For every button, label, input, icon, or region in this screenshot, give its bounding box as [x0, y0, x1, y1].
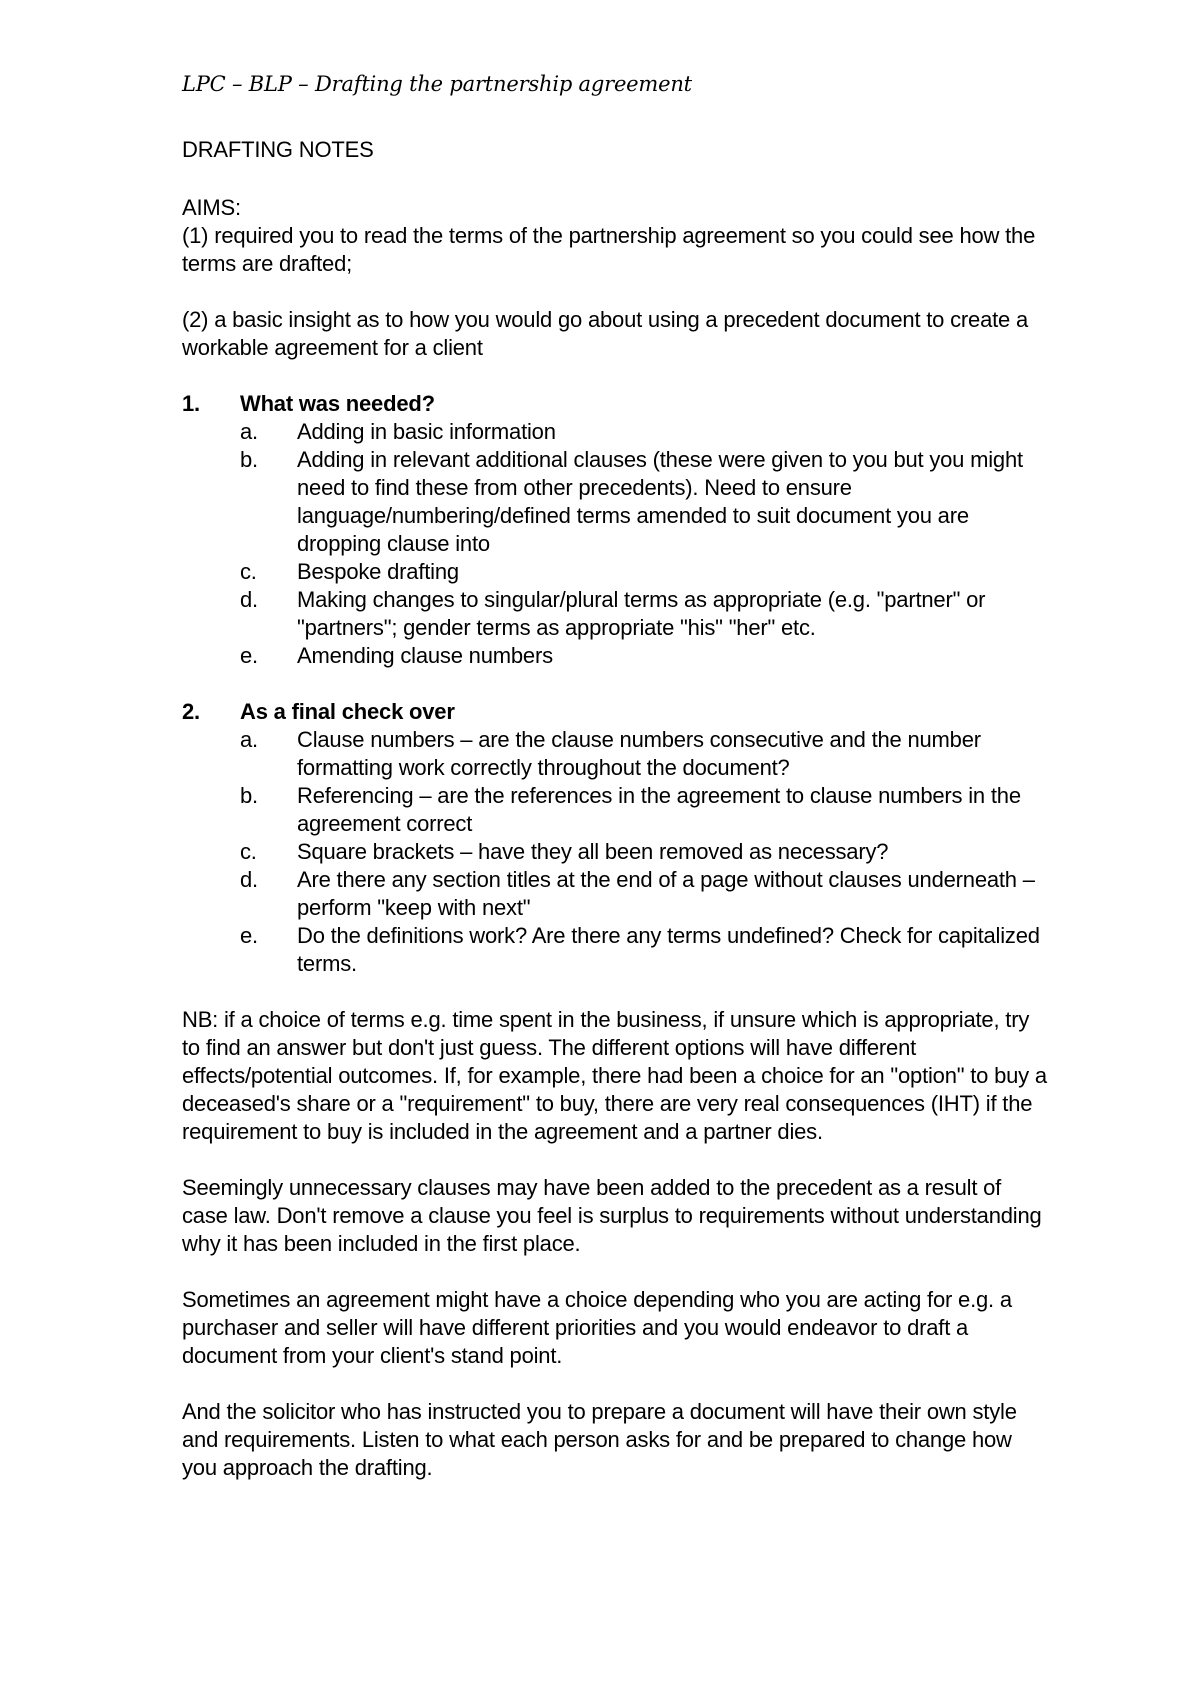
- list-item: [240, 866, 1052, 922]
- section-title: As a final check over: [240, 699, 455, 724]
- item-text: Square brackets – have they all been removed as necessary?: [297, 839, 889, 864]
- section-heading: [182, 390, 1052, 418]
- list-item: [240, 418, 1052, 446]
- item-letter: b.: [240, 783, 258, 808]
- running-header: LPC – BLP – Drafting the partnership agreement: [182, 72, 692, 96]
- acting-for-paragraph: Sometimes an agreement might have a choice depending who you are acting for e.g. a purchaser and seller will have different priorities and you would endeavor to draft a document from your client's stand point.: [182, 1287, 1012, 1368]
- aims-point-1: (1) required you to read the terms of the partnership agreement so you could see how the terms are drafted;: [182, 223, 1036, 276]
- section-what-was-needed: [182, 390, 1052, 670]
- aims-heading: AIMS:: [182, 195, 241, 220]
- aims-point-2: (2) a basic insight as to how you would go about using a precedent document to create a workable agreement for a client: [182, 307, 1029, 360]
- item-text: Clause numbers – are the clause numbers consecutive and the number formatting work correctly throughout the document?: [297, 727, 981, 780]
- item-letter: c.: [240, 559, 257, 584]
- item-letter: e.: [240, 643, 258, 668]
- section-number: 2.: [182, 699, 200, 724]
- item-text: Adding in relevant additional clauses (these were given to you but you might need to find these from other precedents). Need to ensure language/numbering/defined terms amended to suit document you are dropping clause into: [297, 447, 1023, 556]
- section-number: 1.: [182, 391, 200, 416]
- item-letter: a.: [240, 727, 258, 752]
- item-letter: e.: [240, 923, 258, 948]
- list-item: [240, 642, 1052, 670]
- document-title: DRAFTING NOTES: [182, 137, 374, 162]
- item-text: Amending clause numbers: [297, 643, 553, 668]
- list-item: [240, 558, 1052, 586]
- list-item: [240, 446, 1052, 558]
- section-heading: [182, 698, 1052, 726]
- item-text: Do the definitions work? Are there any terms undefined? Check for capitalized terms.: [297, 923, 1040, 976]
- solicitor-style-paragraph: And the solicitor who has instructed you to prepare a document will have their own style and requirements. Listen to what each person asks for and be prepared to change how you approach the drafting.: [182, 1399, 1017, 1480]
- item-text: Bespoke drafting: [297, 559, 459, 584]
- document-body: [182, 70, 1052, 1510]
- section-item-list: [182, 726, 1052, 978]
- item-text: Making changes to singular/plural terms as appropriate (e.g. "partner" or "partners"; gender terms as appropriate "his" "her" etc.: [297, 587, 986, 640]
- item-text: Are there any section titles at the end of a page without clauses underneath – perform "keep with next": [297, 867, 1035, 920]
- list-item: [240, 838, 1052, 866]
- list-item: [240, 782, 1052, 838]
- item-letter: b.: [240, 447, 258, 472]
- section-item-list: [182, 418, 1052, 670]
- item-text: Adding in basic information: [297, 419, 556, 444]
- item-letter: d.: [240, 587, 258, 612]
- item-text: Referencing – are the references in the agreement to clause numbers in the agreement correct: [297, 783, 1021, 836]
- section-title: What was needed?: [240, 391, 435, 416]
- list-item: [240, 586, 1052, 642]
- nb-paragraph: NB: if a choice of terms e.g. time spent in the business, if unsure which is appropriate, try to find an answer but don't just guess. The different options will have different effects/potential outcomes. If, for example, there had been a choice for an "option" to buy a deceased's share or a "requirement" to buy, there are very real consequences (IHT) if the requirement to buy is included in the agreement and a partner dies.: [182, 1007, 1047, 1144]
- section-final-check: [182, 698, 1052, 978]
- item-letter: c.: [240, 839, 257, 864]
- case-law-paragraph: Seemingly unnecessary clauses may have been added to the precedent as a result of case law. Don't remove a clause you feel is surplus to requirements without understanding why it has been included in the first place.: [182, 1175, 1042, 1256]
- item-letter: a.: [240, 419, 258, 444]
- item-letter: d.: [240, 867, 258, 892]
- list-item: [240, 922, 1052, 978]
- list-item: [240, 726, 1052, 782]
